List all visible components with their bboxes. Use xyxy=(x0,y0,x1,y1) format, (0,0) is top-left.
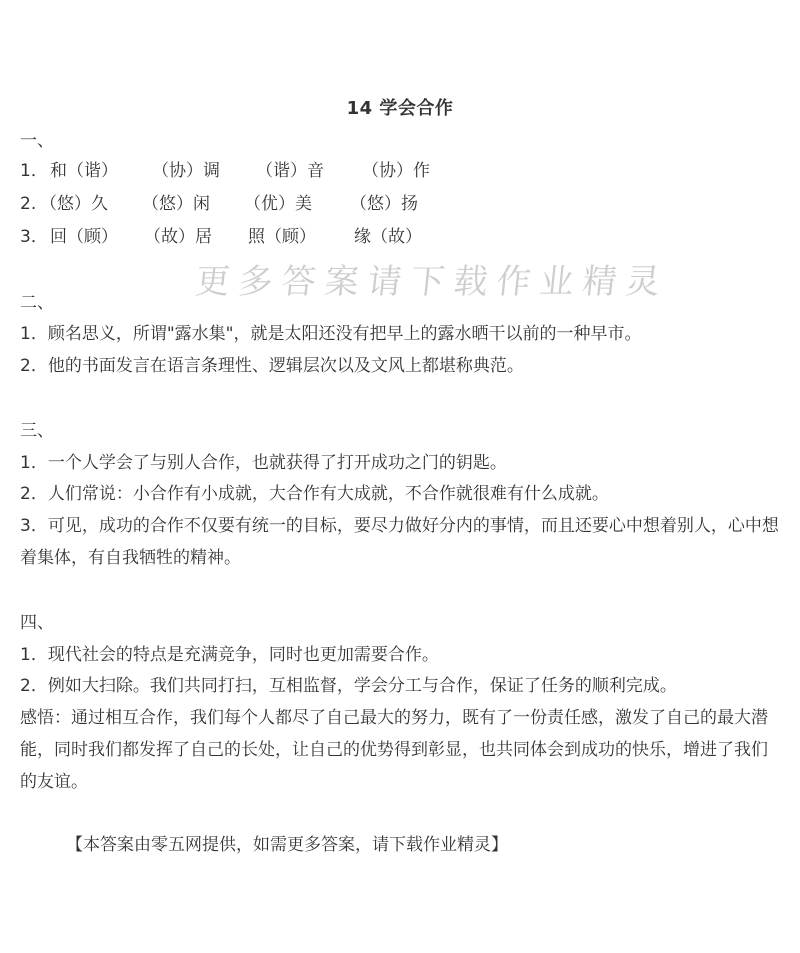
section-heading-2: 二、 xyxy=(20,293,54,313)
word-pair: 回（顾） xyxy=(50,227,118,247)
footer-note: 【本答案由零五网提供，如需更多答案，请下载作业精灵】 xyxy=(66,835,508,855)
page-title: 14 学会合作 xyxy=(346,98,454,119)
section1-row-2 xyxy=(20,193,782,215)
section3-line-1: 1．一个人学会了与别人合作，也就获得了打开成功之门的钥匙。 xyxy=(20,453,507,473)
word-pair: 缘（故） xyxy=(354,227,422,247)
section2-line-2: 2．他的书面发言在语言条理性、逻辑层次以及文风上都堪称典范。 xyxy=(20,356,524,376)
section-heading-1: 一、 xyxy=(20,131,54,151)
row-number: 1． xyxy=(20,161,48,181)
word-pair: （谐）音 xyxy=(256,161,324,181)
section3-line-3: 3．可见，成功的合作不仅要有统一的目标，要尽力做好分内的事情，而且还要心中想着别人，心中想着集体，有自我牺牲的精神。 xyxy=(20,516,779,568)
word-pair: （悠）闲 xyxy=(142,194,210,214)
section4-line-1: 1．现代社会的特点是充满竞争，同时也更加需要合作。 xyxy=(20,645,439,665)
word-pair: （优）美 xyxy=(244,194,312,214)
section1-row-1 xyxy=(20,160,782,182)
section3-line-2: 2．人们常说：小合作有小成就，大合作有大成就，不合作就很难有什么成就。 xyxy=(20,484,609,504)
word-pair: （协）调 xyxy=(152,161,220,181)
word-pair: 和（谐） xyxy=(50,161,118,181)
row-number: 3． xyxy=(20,227,48,247)
row-number: 2. xyxy=(20,194,37,214)
section2-line-1: 1．顾名思义，所谓"露水集"，就是太阳还没有把早上的露水晒干以前的一种早市。 xyxy=(20,324,642,344)
section4-reflection: 感悟：通过相互合作，我们每个人都尽了自己最大的努力，既有了一份责任感，激发了自己的最大潜能，同时我们都发挥了自己的长处，让自己的优势得到彰显，也共同体会到成功的快乐，增进了我们的友谊。 xyxy=(20,708,768,792)
watermark-text: 更多答案请下载作业精灵 xyxy=(193,262,671,302)
section4-line-2: 2．例如大扫除。我们共同打扫，互相监督，学会分工与合作，保证了任务的顺利完成。 xyxy=(20,676,677,696)
section-heading-4: 四、 xyxy=(20,613,54,633)
section-heading-3: 三、 xyxy=(20,421,54,441)
word-pair: （故）居 xyxy=(144,227,212,247)
word-pair: （悠）扬 xyxy=(350,194,418,214)
word-pair: （协）作 xyxy=(362,161,430,181)
section1-row-3 xyxy=(20,226,782,248)
word-pair: 照（顾） xyxy=(248,227,316,247)
word-pair: （悠）久 xyxy=(40,194,108,214)
